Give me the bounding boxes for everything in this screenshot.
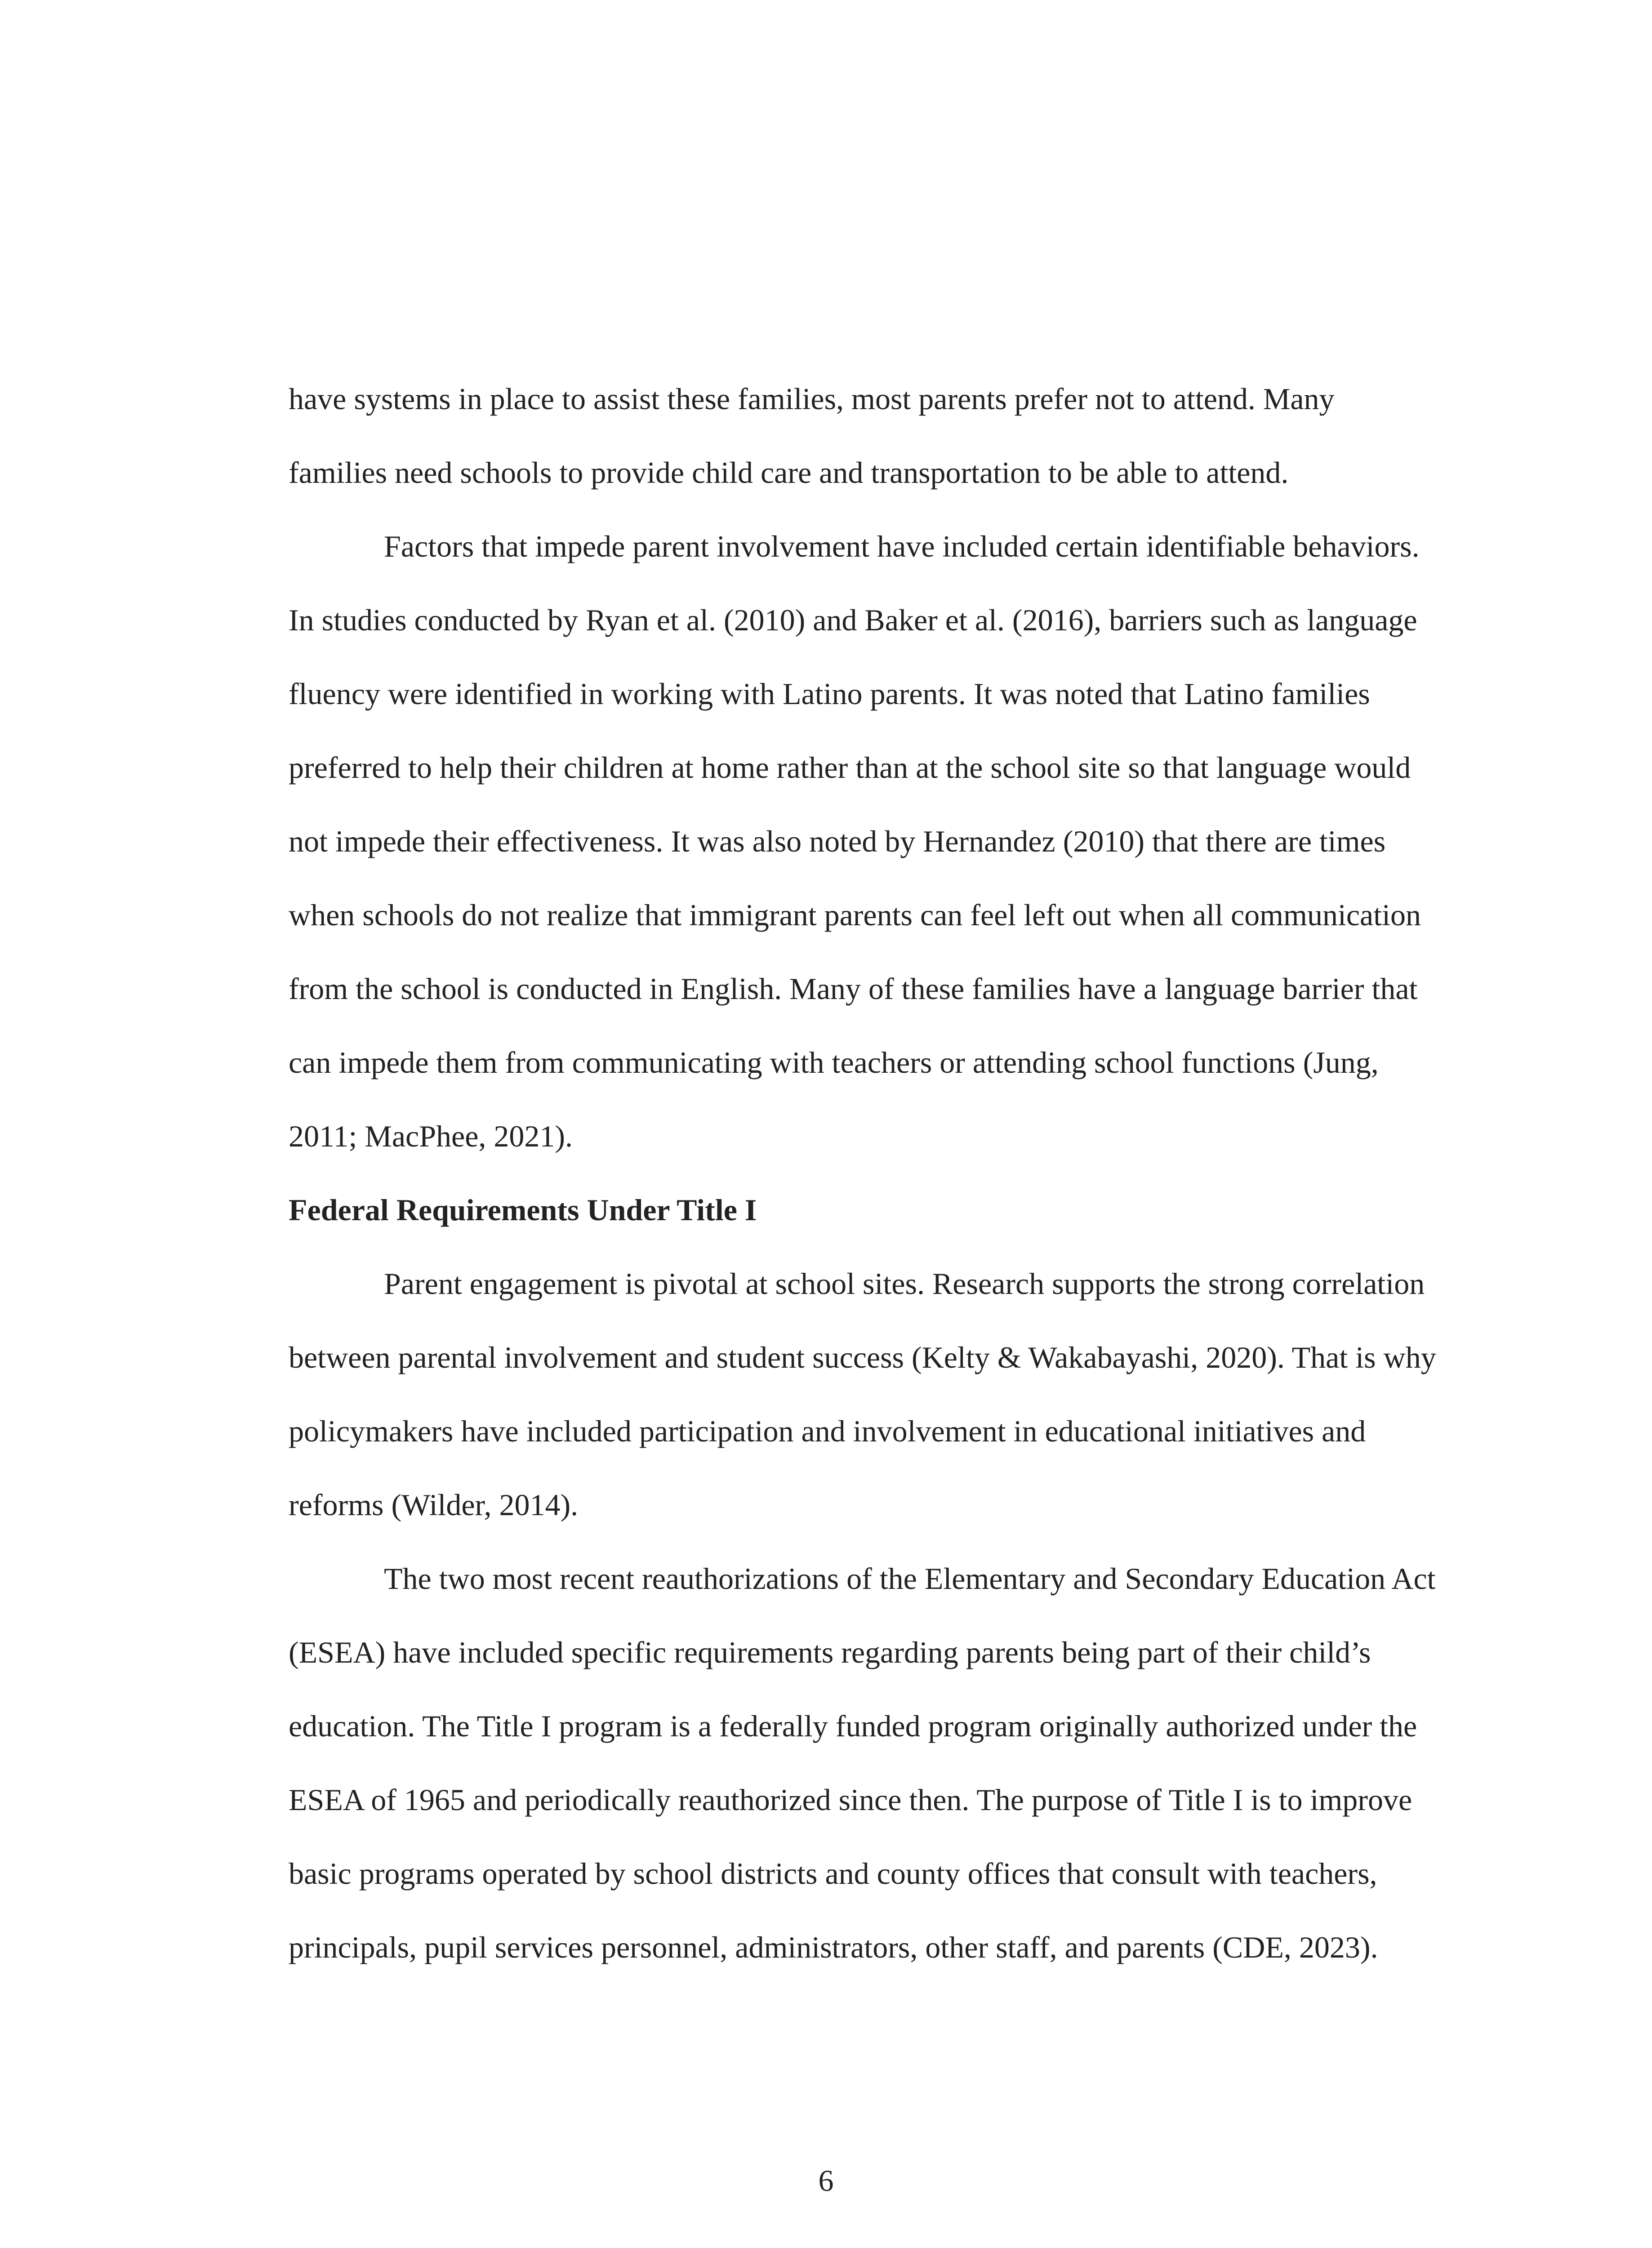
paragraph-esea-title-i: The two most recent reauthorizations of the Elementary and Secondary Education Act (ESEA) have included specific requirements regarding parents being part of their child’s education. The Title I program is a federally funded program originally authorized under the ESEA of 1965 and periodically reauthorized since then. The purpose of Title I is to improve basic programs operated by school districts and county offices that consult with teachers, principals, pupil services personnel, administrators, other staff, and parents (CDE, 2023). bbox=[289, 1561, 1436, 1964]
paragraph-continuation: have systems in place to assist these families, most parents prefer not to attend. Many families need schools to provide child care and transportation to be able to attend. bbox=[289, 382, 1335, 490]
section-heading: Federal Requirements Under Title I bbox=[289, 1193, 757, 1227]
paragraph-impediments: Factors that impede parent involvement have included certain identifiable behaviors. In studies conducted by Ryan et al. (2010) and Baker et al. (2016), barriers such as language fluency were identified in working with Latino parents. It was noted that Latino families preferred to help their children at home rather than at the school site so that language would not impede their effectiveness. It was also noted by Hernandez (2010) that there are times when schools do not realize that immigrant parents can feel left out when all communication from the school is conducted in English. Many of these families have a language barrier that can impede them from communicating with teachers or attending school functions (Jung, 2011; MacPhee, 2021). bbox=[289, 529, 1421, 1153]
page-number: 6 bbox=[818, 2163, 834, 2198]
body-text bbox=[289, 362, 1439, 1984]
paragraph-parent-engagement: Parent engagement is pivotal at school sites. Research supports the strong correlation between parental involvement and student success (Kelty & Wakabayashi, 2020). That is why policymakers have included participation and involvement in educational initiatives and reforms (Wilder, 2014). bbox=[289, 1267, 1436, 1522]
